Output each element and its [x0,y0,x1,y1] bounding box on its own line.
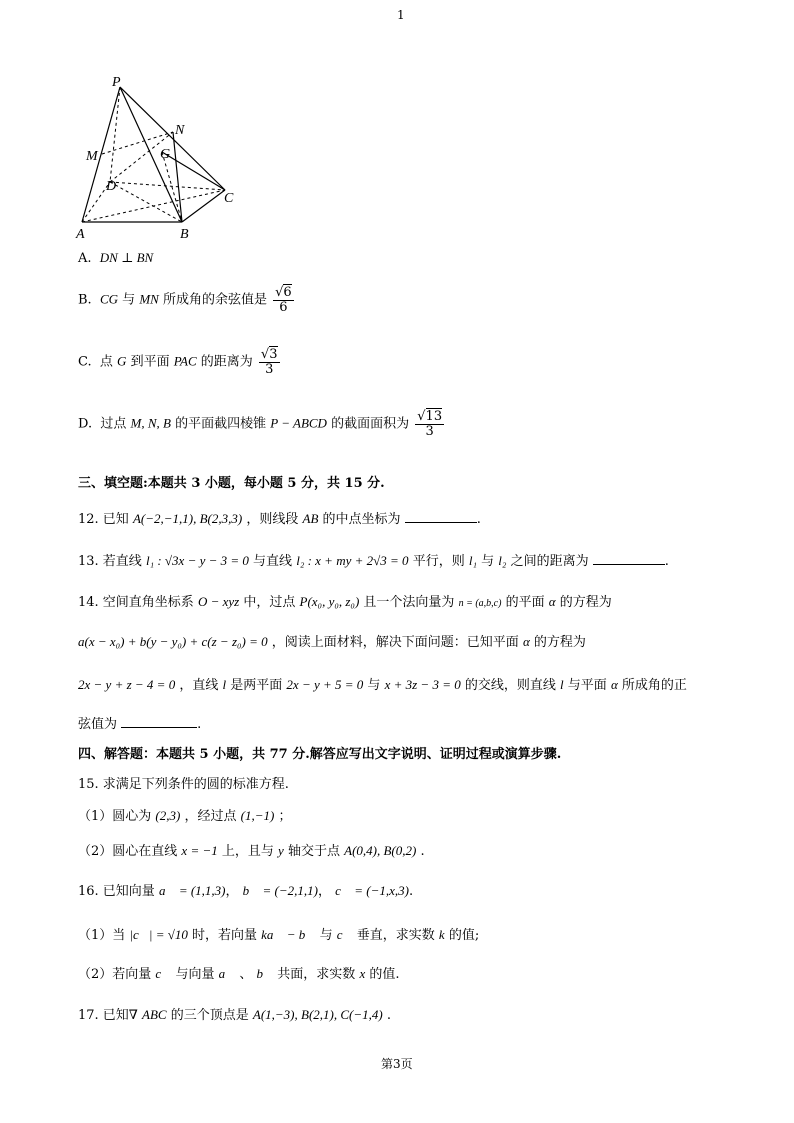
pyramid-figure [70,72,250,242]
label-g: G [160,147,171,162]
option-a: A. DN ⊥ BN [78,250,154,266]
question-12: 12. 已知 A(−2,−1,1), B(2,3,3) ，则线段 AB 的中点坐标为 . [78,511,481,527]
label-p: P [112,75,121,90]
label-m: M [86,149,98,164]
question-17: 17. 已知∇ ABC 的三个顶点是 A(1,−3), B(2,1), C(−1,4) . [78,1007,391,1023]
option-b: B. CG 与 MN 所成角的余弦值是 $\frac{√6}{6}$ [78,285,292,315]
page-number: 1 [397,8,405,22]
section-heading-fill-in: 三、填空题:本题共 3 小题，每小题 5 分，共 15 分. [78,476,385,491]
question-16-part-1: （1）当 |c⃗| = √10 时，若向量 ka⃗ − b⃗ 与 c⃗ 垂直，求实数 k 的值; [78,927,480,943]
question-16-part-2: （2）若向量 c⃗ 与向量 a⃗ 、 b⃗ 共面，求实数 x 的值. [78,966,400,982]
question-16-title: 16. 已知向量 a⃗ = (1,1,3)， b⃗ = (−2,1,1)， c⃗ = (−1,x,3). [78,883,414,899]
answer-blank[interactable] [405,510,477,523]
question-15-part-2: （2）圆心在直线 x = −1 上，且与 y 轴交于点 A(0,4), B(0,2) . [78,843,425,859]
answer-blank[interactable] [593,552,665,565]
fraction-sqrt13-over-3: $\frac{√13}{3}$ [417,409,443,439]
option-c: C. 点 G 到平面 PAC 的距离为 $\frac{√3}{3}$ [78,347,278,377]
question-13: 13. 若直线 l₁ : √3x − y − 3 = 0 与直线 l₂ : x + my + 2√3 = 0 平行，则 l₁ 与 l₂ 之间的距离为 . [78,553,669,569]
question-15-title: 15. 求满足下列条件的圆的标准方程. [78,777,289,792]
question-14-line-2: a(x − x₀) + b(y − y₀) + c(z − z₀) = 0 ，阅读上面材料，解决下面问题：已知平面 α 的方程为 [78,634,586,650]
label-c: C [224,191,234,206]
label-n: N [175,123,185,138]
label-b: B [180,227,189,242]
label-d: D [106,179,117,194]
answer-blank[interactable] [121,715,197,728]
label-a: A [76,227,85,242]
page-footer: 第3页 [381,1057,413,1071]
question-14-line-4: 弦值为 . [78,717,202,732]
question-14-line-3: 2x − y + z − 4 = 0 ，直线 l 是两平面 2x − y + 5 = 0 与 x + 3z − 3 = 0 的交线，则直线 l 与平面 α 所成角的正 [78,677,687,693]
question-14-line-1: 14. 空间直角坐标系 O − xyz 中，过点 P(x₀, y₀, z₀) 且一个法向量为 n = (a,b,c) 的平面 α 的方程为 [78,594,612,610]
fraction-sqrt3-over-3: $\frac{√3}{3}$ [260,347,278,377]
section-heading-solutions: 四、解答题：本题共 5 小题，共 77 分.解答应写出文字说明、证明过程或演算步骤. [78,747,562,762]
question-15-part-1: （1）圆心为 (2,3) ，经过点 (1,−1) ； [78,808,292,824]
fraction-sqrt6-over-6: $\frac{√6}{6}$ [275,285,292,315]
option-d: D. 过点 M, N, B 的平面截四棱锥 P − ABCD 的截面面积为 $\frac{√13}{3}$ [78,409,443,439]
